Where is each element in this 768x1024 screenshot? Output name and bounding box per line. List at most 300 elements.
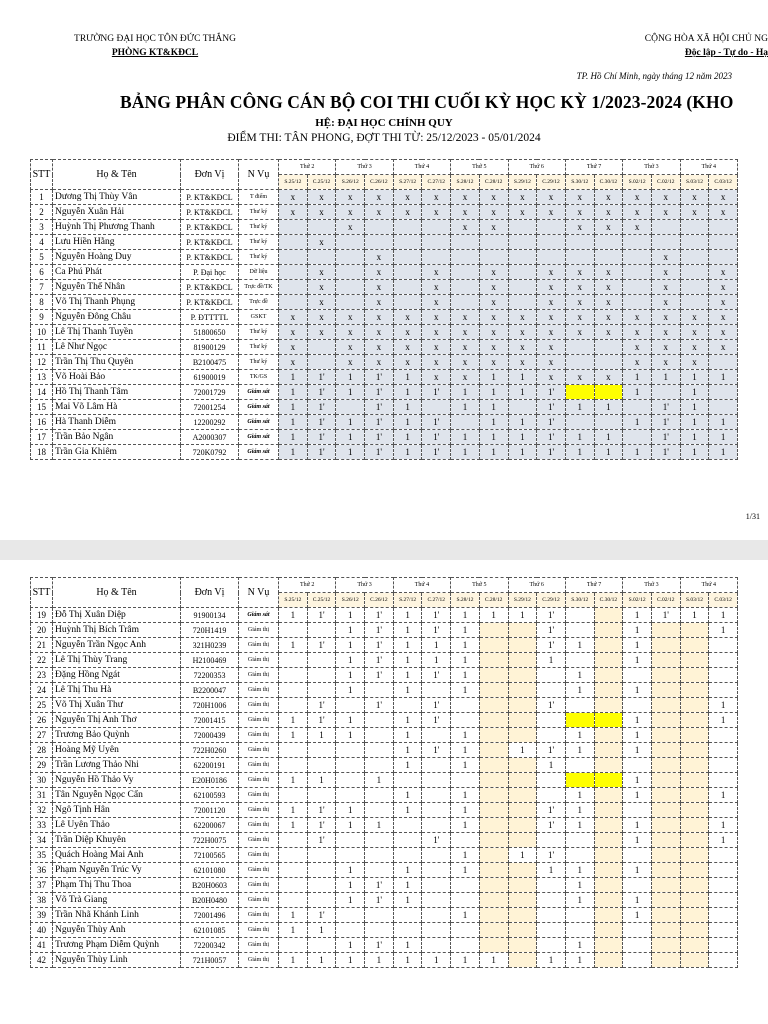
assignment-cell (680, 265, 709, 280)
assignment-cell (393, 848, 422, 863)
assignment-cell (537, 250, 566, 265)
assignment-cell (365, 863, 394, 878)
assignment-cell: 1 (680, 400, 709, 415)
assignment-cell (594, 818, 623, 833)
row-unit: 51800650 (181, 325, 239, 340)
assignment-cell (680, 713, 709, 728)
row-stt: 40 (31, 923, 53, 938)
assignment-cell: x (279, 190, 308, 205)
assignment-cell (709, 235, 738, 250)
assignment-cell: x (537, 355, 566, 370)
assignment-cell: 1 (565, 400, 594, 415)
assignment-cell (594, 863, 623, 878)
row-name: Hà Thanh Diễm (53, 415, 181, 430)
assignment-cell: 1' (651, 400, 680, 415)
day-header: Thứ 5 (451, 578, 508, 593)
row-name: Ca Phú Phát (53, 265, 181, 280)
assignment-cell: 1 (623, 445, 652, 460)
day-header: Thứ 4 (680, 160, 737, 175)
row-role: T điểm (239, 190, 279, 205)
assignment-cell (651, 638, 680, 653)
assignment-cell (565, 848, 594, 863)
row-name: Quách Hoàng Mai Anh (53, 848, 181, 863)
assignment-cell: x (422, 325, 451, 340)
assignment-cell: 1' (422, 698, 451, 713)
assignment-cell (393, 908, 422, 923)
assignment-cell (365, 803, 394, 818)
row-name: Nguyễn Trần Ngọc Anh (53, 638, 181, 653)
assignment-cell: 1 (336, 430, 365, 445)
assignment-cell: 1 (451, 400, 480, 415)
assignment-cell (594, 788, 623, 803)
assignment-cell (451, 713, 480, 728)
assignment-cell: x (422, 370, 451, 385)
assignment-cell (307, 848, 336, 863)
assignment-cell: 1 (451, 653, 480, 668)
assignment-cell: 1' (365, 385, 394, 400)
assignment-cell (508, 623, 537, 638)
assignment-cell: x (365, 355, 394, 370)
assignment-cell (565, 385, 594, 400)
row-name: Trần Gia Khiêm (53, 445, 181, 460)
assignment-cell: x (680, 340, 709, 355)
assignment-cell: x (393, 340, 422, 355)
date-header: S.29/12 (508, 175, 537, 190)
assignment-cell (680, 893, 709, 908)
assignment-cell (651, 833, 680, 848)
assignment-cell (479, 638, 508, 653)
row-name: Trương Bảo Quỳnh (53, 728, 181, 743)
assignment-cell (709, 773, 738, 788)
assignment-cell: 1 (451, 430, 480, 445)
table-row (31, 803, 738, 818)
assignment-cell: 1 (336, 683, 365, 698)
assignment-cell: x (279, 340, 308, 355)
assignment-cell (508, 280, 537, 295)
assignment-cell: 1 (336, 953, 365, 968)
assignment-cell (336, 848, 365, 863)
assignment-cell: 1' (537, 803, 566, 818)
assignment-cell: x (651, 205, 680, 220)
assignment-cell: x (365, 280, 394, 295)
assignment-cell: x (623, 205, 652, 220)
assignment-cell: x (307, 205, 336, 220)
assignment-cell: 1 (565, 863, 594, 878)
row-role: Giám sát (239, 608, 279, 623)
assignment-cell: 1 (623, 863, 652, 878)
row-name: Trần Lương Thảo Nhi (53, 758, 181, 773)
assignment-cell (508, 638, 537, 653)
assignment-cell: 1' (422, 430, 451, 445)
assignment-cell (307, 743, 336, 758)
assignment-cell: 1' (422, 415, 451, 430)
assignment-cell (508, 265, 537, 280)
assignment-cell: 1 (680, 608, 709, 623)
assignment-cell: x (508, 340, 537, 355)
assignment-cell (565, 623, 594, 638)
assignment-cell (508, 250, 537, 265)
assignment-cell (422, 773, 451, 788)
row-unit: P. KT&KĐCL (181, 295, 239, 310)
assignment-cell: x (393, 355, 422, 370)
table-row (31, 310, 738, 325)
assignment-cell: 1 (451, 445, 480, 460)
assignment-cell (422, 758, 451, 773)
assignment-cell: x (336, 220, 365, 235)
assignment-cell: 1' (422, 833, 451, 848)
assignment-cell: x (508, 205, 537, 220)
assignment-cell: x (279, 355, 308, 370)
row-stt: 9 (31, 310, 53, 325)
assignment-cell (479, 923, 508, 938)
unit-header: Đơn Vị (181, 160, 239, 190)
assignment-cell: x (680, 310, 709, 325)
assignment-cell: x (307, 280, 336, 295)
assignment-cell: x (365, 340, 394, 355)
assignment-cell (680, 743, 709, 758)
table-row (31, 340, 738, 355)
assignment-cell: x (565, 325, 594, 340)
assignment-cell (594, 833, 623, 848)
row-name: Võ Trà Giang (53, 893, 181, 908)
row-stt: 30 (31, 773, 53, 788)
assignment-cell: 1 (451, 385, 480, 400)
assignment-cell: 1' (365, 878, 394, 893)
assignment-cell (508, 803, 537, 818)
assignment-cell (393, 698, 422, 713)
assignment-cell: 1' (422, 623, 451, 638)
assignment-cell: 1' (307, 713, 336, 728)
assignment-cell: 1' (365, 370, 394, 385)
assignment-cell: 1' (365, 638, 394, 653)
assignment-cell (680, 220, 709, 235)
assignment-cell: 1 (279, 370, 308, 385)
assignment-cell (365, 743, 394, 758)
assignment-cell (393, 250, 422, 265)
assignment-cell (365, 848, 394, 863)
assignment-cell: x (307, 325, 336, 340)
assignment-cell: 1' (651, 445, 680, 460)
assignment-cell: 1 (537, 863, 566, 878)
assignment-cell (623, 848, 652, 863)
row-name: Võ Thị Xuân Thư (53, 698, 181, 713)
table-row (31, 908, 738, 923)
assignment-cell (279, 788, 308, 803)
page-separator (0, 540, 768, 560)
table-row (31, 818, 738, 833)
row-stt: 34 (31, 833, 53, 848)
row-stt: 14 (31, 385, 53, 400)
assignment-cell: 1' (365, 938, 394, 953)
assignment-cell: 1 (279, 728, 308, 743)
day-header: Thứ 4 (393, 160, 450, 175)
assignment-cell (623, 758, 652, 773)
assignment-cell: 1 (537, 758, 566, 773)
assignment-cell: 1 (508, 415, 537, 430)
assignment-cell: x (537, 325, 566, 340)
assignment-cell (623, 938, 652, 953)
assignment-cell (451, 295, 480, 310)
assignment-cell: x (479, 220, 508, 235)
school-name: TRƯỜNG ĐẠI HỌC TÔN ĐỨC THẮNG (74, 34, 236, 44)
assignment-cell: 1 (393, 803, 422, 818)
row-unit: 321H0239 (181, 638, 239, 653)
assignment-cell: x (680, 355, 709, 370)
assignment-cell: 1 (336, 385, 365, 400)
row-role: Giám thị (239, 863, 279, 878)
assignment-cell: x (422, 355, 451, 370)
assignment-cell: 1' (537, 608, 566, 623)
assignment-cell (393, 773, 422, 788)
assignment-cell: 1 (709, 698, 738, 713)
assignment-cell (623, 668, 652, 683)
row-unit: 12200292 (181, 415, 239, 430)
assignment-cell: 1 (565, 878, 594, 893)
row-unit: 62101085 (181, 923, 239, 938)
row-name: Phạm Thị Thu Thoa (53, 878, 181, 893)
assignment-cell (680, 878, 709, 893)
assignment-cell: x (537, 295, 566, 310)
assignment-cell: 1 (336, 608, 365, 623)
assignment-cell: 1' (537, 698, 566, 713)
assignment-cell: 1 (336, 623, 365, 638)
assignment-cell (508, 668, 537, 683)
date-header: C.30/12 (594, 593, 623, 608)
assignment-cell (393, 923, 422, 938)
assignment-cell: 1 (623, 385, 652, 400)
date-header: S.26/12 (336, 175, 365, 190)
assignment-cell (651, 683, 680, 698)
row-unit: B20H0603 (181, 878, 239, 893)
assignment-cell (336, 265, 365, 280)
row-unit: 720K0792 (181, 445, 239, 460)
row-role: Giám thị (239, 683, 279, 698)
assignment-cell (680, 683, 709, 698)
assignment-cell: 1' (365, 445, 394, 460)
assignment-cell (623, 280, 652, 295)
assignment-cell: x (479, 280, 508, 295)
assignment-cell: 1 (451, 818, 480, 833)
assignment-cell (336, 773, 365, 788)
assignment-cell: 1' (365, 623, 394, 638)
assignment-cell (651, 923, 680, 938)
assignment-cell: 1 (279, 445, 308, 460)
assignment-cell: 1 (451, 728, 480, 743)
assignment-cell: 1 (565, 430, 594, 445)
assignment-cell: x (594, 295, 623, 310)
row-role: Giám thị (239, 713, 279, 728)
assignment-cell: 1 (279, 415, 308, 430)
row-stt: 28 (31, 743, 53, 758)
assignment-cell: 1 (451, 683, 480, 698)
assignment-cell (336, 788, 365, 803)
assignment-cell: 1 (709, 788, 738, 803)
assignment-cell: 1 (393, 893, 422, 908)
assignment-cell (422, 250, 451, 265)
assignment-cell (709, 863, 738, 878)
assignment-cell (279, 833, 308, 848)
assignment-cell: 1 (451, 638, 480, 653)
table-row (31, 683, 738, 698)
assignment-cell: 1 (279, 953, 308, 968)
assignment-cell (709, 668, 738, 683)
assignment-cell: 1 (279, 713, 308, 728)
assignment-cell: x (451, 355, 480, 370)
assignment-cell (537, 833, 566, 848)
row-role: TK/GS (239, 370, 279, 385)
assignment-cell: 1' (307, 833, 336, 848)
assignment-cell: 1' (651, 430, 680, 445)
assignment-cell: x (451, 325, 480, 340)
assignment-cell: 1 (651, 370, 680, 385)
assignment-cell (279, 250, 308, 265)
day-header: Thứ 2 (279, 578, 336, 593)
assignment-cell: 1 (479, 953, 508, 968)
assignment-cell: 1 (565, 683, 594, 698)
assignment-cell: 1 (393, 743, 422, 758)
date-header: S.27/12 (393, 175, 422, 190)
row-unit: 722H0260 (181, 743, 239, 758)
assignment-cell: x (623, 355, 652, 370)
assignment-cell (709, 923, 738, 938)
assignment-cell: 1 (623, 908, 652, 923)
assignment-cell: 1 (451, 788, 480, 803)
row-stt: 39 (31, 908, 53, 923)
assignment-cell (594, 340, 623, 355)
assignment-cell: x (479, 265, 508, 280)
assignment-cell (508, 698, 537, 713)
assignment-cell: 1 (393, 668, 422, 683)
assignment-cell: 1 (336, 653, 365, 668)
table-row (31, 415, 738, 430)
row-unit: B2100475 (181, 355, 239, 370)
assignment-cell: 1' (537, 638, 566, 653)
assignment-cell (623, 295, 652, 310)
assignment-cell (508, 235, 537, 250)
assignment-cell (651, 220, 680, 235)
assignment-cell (479, 863, 508, 878)
assignment-cell (709, 250, 738, 265)
row-name: Đỗ Thị Xuân Diệp (53, 608, 181, 623)
assignment-cell (565, 235, 594, 250)
assignment-cell (594, 728, 623, 743)
date-header: S.30/12 (565, 175, 594, 190)
assignment-cell (651, 728, 680, 743)
row-name: Nguyễn Thùy Linh (53, 953, 181, 968)
row-role: Giám thị (239, 653, 279, 668)
assignment-cell (508, 713, 537, 728)
assignment-cell (709, 938, 738, 953)
row-name: Trương Phạm Diễm Quỳnh (53, 938, 181, 953)
assignment-cell (422, 863, 451, 878)
assignment-cell: 1 (393, 623, 422, 638)
assignment-cell: 1' (307, 803, 336, 818)
row-name: Phạm Nguyễn Trúc Vy (53, 863, 181, 878)
assignment-cell: 1' (307, 908, 336, 923)
assignment-cell: 1' (537, 848, 566, 863)
assignment-cell (537, 788, 566, 803)
page-number: 1/31 (745, 512, 760, 521)
assignment-cell (709, 728, 738, 743)
assignment-cell: x (651, 265, 680, 280)
assignment-cell: 1 (680, 385, 709, 400)
assignment-cell: 1 (393, 758, 422, 773)
row-role: Giám thị (239, 878, 279, 893)
assignment-cell: x (508, 325, 537, 340)
assignment-cell (594, 668, 623, 683)
date-header: C.29/12 (537, 593, 566, 608)
assignment-cell (451, 265, 480, 280)
row-stt: 33 (31, 818, 53, 833)
assignment-cell: 1 (508, 743, 537, 758)
row-unit: P. KT&KĐCL (181, 205, 239, 220)
assignment-cell (336, 235, 365, 250)
assignment-cell: 1 (623, 653, 652, 668)
assignment-cell (594, 415, 623, 430)
assignment-cell: 1 (623, 415, 652, 430)
row-name: Trần Nhã Khánh Linh (53, 908, 181, 923)
row-role: Giám thị (239, 818, 279, 833)
assignment-cell: 1 (709, 818, 738, 833)
assignment-cell (508, 833, 537, 848)
assignment-cell (279, 863, 308, 878)
assignment-cell (594, 698, 623, 713)
row-name: Hồ Thị Thanh Tâm (53, 385, 181, 400)
date-header: S.29/12 (508, 593, 537, 608)
assignment-cell: x (565, 310, 594, 325)
assignment-cell: x (537, 310, 566, 325)
assignment-cell: 1 (393, 385, 422, 400)
row-stt: 21 (31, 638, 53, 653)
stt-header: STT (31, 160, 53, 190)
row-stt: 10 (31, 325, 53, 340)
assignment-cell (422, 848, 451, 863)
row-role: Giám thị (239, 788, 279, 803)
row-stt: 18 (31, 445, 53, 460)
table-row (31, 863, 738, 878)
row-role: Thư ký (239, 205, 279, 220)
assignment-cell: x (651, 280, 680, 295)
row-unit: P. ĐTTTTL (181, 310, 239, 325)
table-row (31, 953, 738, 968)
assignment-cell (594, 953, 623, 968)
assignment-cell: x (365, 250, 394, 265)
assignment-cell (279, 698, 308, 713)
row-unit: A2000307 (181, 430, 239, 445)
row-name: Lê Uyên Thảo (53, 818, 181, 833)
assignment-cell (451, 235, 480, 250)
assignment-cell (422, 908, 451, 923)
row-unit: P. KT&KĐCL (181, 220, 239, 235)
assignment-table-2 (30, 577, 738, 968)
assignment-cell: 1 (279, 385, 308, 400)
assignment-cell: x (451, 205, 480, 220)
row-role: Giám thị (239, 938, 279, 953)
assignment-cell (479, 668, 508, 683)
row-name: Trần Bảo Ngân (53, 430, 181, 445)
assignment-cell: x (479, 190, 508, 205)
row-name: Lê Thị Thùy Trang (53, 653, 181, 668)
row-stt: 25 (31, 698, 53, 713)
assignment-cell (393, 833, 422, 848)
assignment-cell (307, 220, 336, 235)
assignment-cell: x (508, 190, 537, 205)
row-stt: 22 (31, 653, 53, 668)
row-unit: P. KT&KĐCL (181, 190, 239, 205)
table-row (31, 325, 738, 340)
assignment-cell: x (680, 205, 709, 220)
date-header: C.30/12 (594, 175, 623, 190)
